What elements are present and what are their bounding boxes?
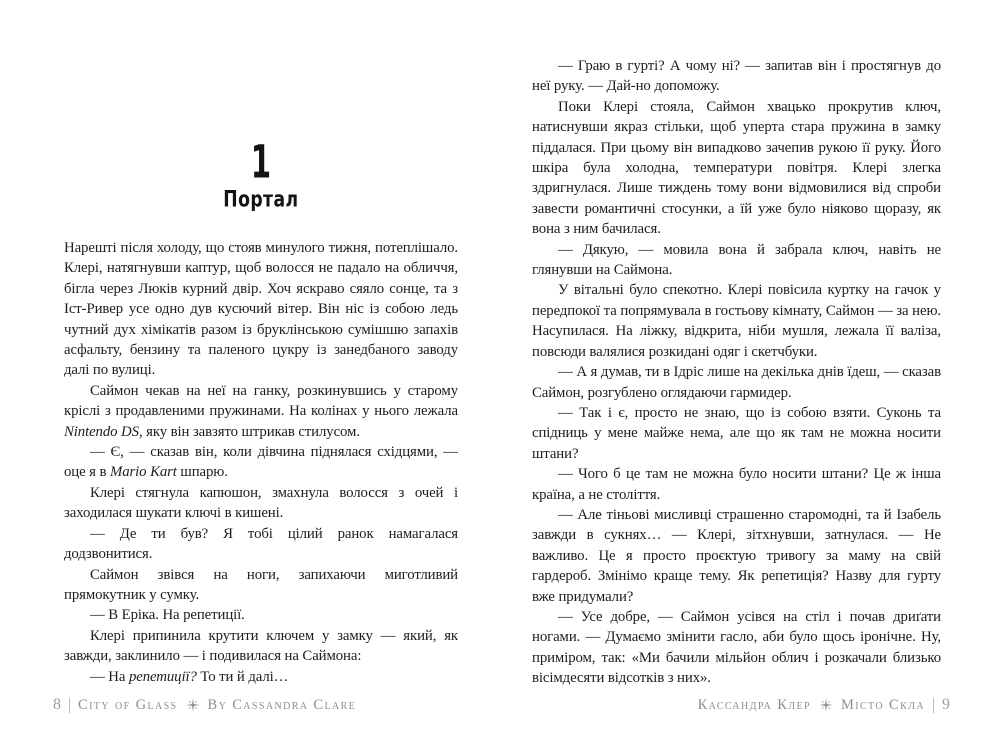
- author-credit: By Cassandra Clare: [207, 696, 357, 713]
- right-running-footer: [698, 695, 950, 715]
- left-running-footer: [53, 695, 356, 715]
- paragraph: — Так і є, просто не знаю, що із собою взяти. Суконь та спідниць у мене майже нема, але що як там не можна носити штани?: [532, 404, 941, 462]
- left-page-text: [64, 238, 458, 690]
- right-page-number: 9: [942, 696, 950, 713]
- star-ornament-icon: [185, 697, 201, 713]
- paragraph: — На репетиції? То ти й далі…: [90, 668, 289, 685]
- paragraph: — Є, — сказав він, коли дівчина піднялася східцями, — оце я в Mario Kart шпарю.: [64, 444, 458, 481]
- paragraph: У вітальні було спекотно. Клері повісила куртку на гачок у передпокої та попрямувала в гостьову кімнату, Саймон — за нею. Насупилася. На ліжку, відкрита, ніби мушля, лежала її валіза, повсюди валялися розкидані одяг і скетчбуки.: [532, 282, 941, 360]
- paragraph: Саймон чекав на неї на ганку, розкинувшись у старому кріслі з продавленими пружинами. На колінах у нього лежала Nintendo DS, яку він завзято штрикав стилусом.: [64, 382, 458, 440]
- chapter-number: 1: [250, 136, 272, 190]
- paragraph: — Але тіньові мисливці страшенно старомодні, та й Ізабель завжди в сукнях… — Клері, зітхнувши, затнулася. — Не важливо. Це я просто проєктую тривогу за маму на свій гардероб. Змінімо краще тему. Як репетиція? Назву для гурту вже придумали?: [532, 506, 941, 605]
- paragraph: Клері стягнула капюшон, змахнула волосся з очей і заходилася шукати ключі в кишені.: [64, 484, 458, 522]
- book-title: Місто Скла: [840, 696, 925, 713]
- paragraph: — А я думав, ти в Ідріс лише на декілька днів їдеш, — сказав Саймон, розгублено оглядаючи гармидер.: [532, 364, 941, 401]
- footer-divider: [933, 698, 934, 713]
- right-page-text: [532, 56, 941, 690]
- left-page-number: 8: [53, 696, 61, 713]
- paragraph: Нарешті після холоду, що стояв минулого тижня, потеплішало. Клері, натягнувши каптур, щоб волосся не падало на обличчя, бігла через Люків курний двір. Хоч яскраво сяяло сонце, та з Іст-Ривер усе одно дув кусючий вітер. Він ніс із собою ледь чутний дух хімікатів разом із бруклінською сумішшю запахів асфальту, бензину та паленого цукру із занедбаного заводу далі по вулиці.: [64, 240, 458, 379]
- paragraph: — Усе добре, — Саймон усівся на стіл і почав дриґати ногами. — Думаємо змінити гасло, аби було щось іронічне. Ну, приміром, так: «Ми бачили мільйон облич і розкачали близько вісімдесяти відсотків з них».: [532, 608, 941, 687]
- footer-divider: [69, 698, 70, 713]
- paragraph: — Граю в гурті? А чому ні? — запитав він і простягнув до неї руку. — Дай-но допоможу.: [532, 58, 941, 95]
- paragraph: Поки Клері стояла, Саймон хвацько прокрутив ключ, натиснувши якраз стільки, щоб уперта стара пружина в замку піддалася. При цьому він випадково зачепив рукою її руку. Його шкіра була холодна, температури повітря. Клері злегка здригнулася. Лише тиждень тому вони відмовилися від спроби завести романтичні стосунки, а їй уже було ніяково щоразу, як вона з ним бачилася.: [532, 98, 941, 238]
- star-ornament-icon: [818, 697, 834, 713]
- paragraph: Саймон звівся на ноги, запихаючи миготливий прямокутник у сумку.: [64, 566, 458, 603]
- author-name: Кассандра Клер: [697, 696, 811, 713]
- paragraph: — Чого б це там не можна було носити штани? Це ж інша країна, а не століття.: [532, 466, 941, 503]
- paragraph: — В Еріка. На репетиції.: [90, 607, 245, 624]
- paragraph: — Дякую, — мовила вона й забрала ключ, навіть не глянувши на Саймона.: [532, 241, 941, 279]
- chapter-title: Портал: [223, 186, 299, 212]
- chapter-heading: [64, 136, 458, 212]
- series-title: City of Glass: [78, 696, 178, 713]
- paragraph: Клері припинила крутити ключем у замку — який, як завжди, заклинило — і подивилася на Саймона:: [64, 627, 458, 665]
- paragraph: — Де ти був? Я тобі цілий ранок намагалася додзвонитися.: [64, 525, 458, 563]
